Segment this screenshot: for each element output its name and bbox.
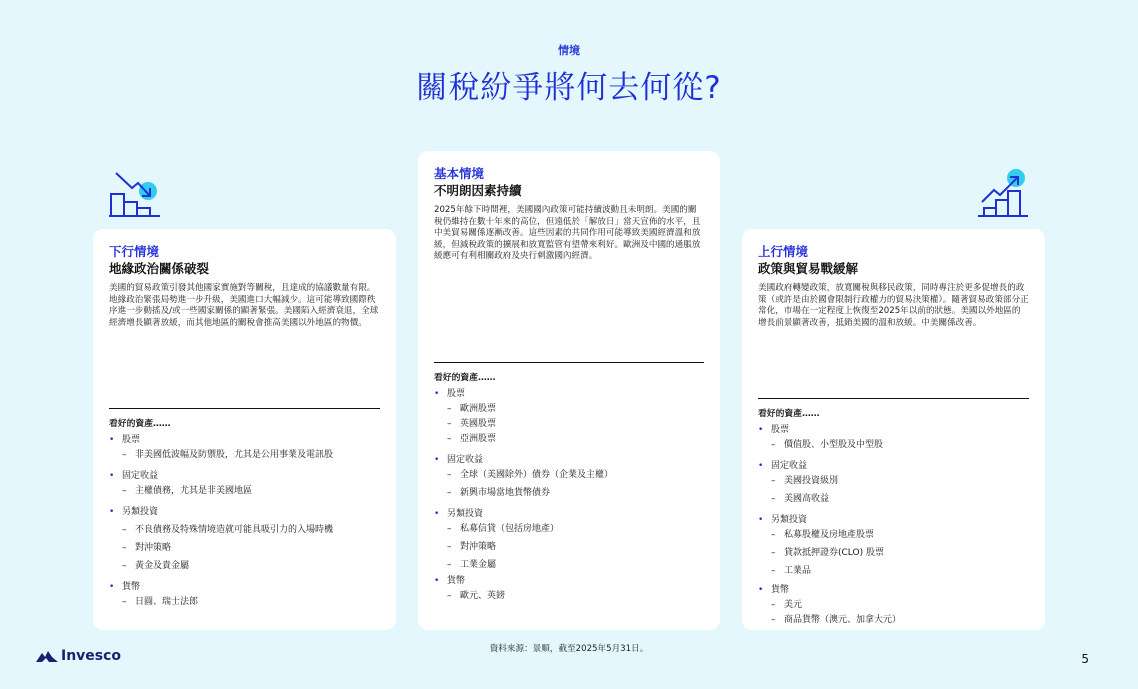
asset-item: – 貸款抵押證券(CLO) 股票 [758,547,1029,559]
asset-item: – 黃金及貴金屬 [109,560,380,572]
assets-title: 看好的資產…… [109,419,171,429]
asset-item: – 對沖策略 [109,542,380,554]
assets-title: 看好的資產…… [434,373,496,383]
scenario-description: 美國政府轉變政策，放寬關稅與移民政策，同時專注於更多促增長的政策（或許是由於國會限制行政權力的貿易決策權）。隨著貿易政策部分正常化，市場在一定程度上恢復至2025年以前的狀態。美國以外地區的增長前景顯著改善，抵銷美國的溫和放緩。中美關係改善。 [758,283,1029,328]
asset-item: – 英國股票 [434,418,704,430]
asset-item: – 工業品 [758,565,1029,577]
rising-bar-chart-icon [976,168,1030,218]
section-kicker: 情境 [558,44,580,57]
asset-category: • 貨幣 [758,584,1029,596]
asset-category: • 另類投資 [758,514,1029,526]
scenario-heading: 政策與貿易戰緩解 [758,261,859,276]
asset-item: – 美元 [758,599,1029,611]
scenario-label: 上行情境 [758,244,809,259]
declining-bar-chart-icon [108,170,162,218]
asset-category: • 另類投資 [434,508,704,520]
asset-item: – 新興市場當地貨幣債券 [434,487,704,499]
asset-item: – 非美國低波幅及防禦股，尤其是公用事業及電訊股 [109,449,380,461]
asset-item: – 日圓、瑞士法郎 [109,596,380,608]
downside-scenario-card [93,229,396,630]
asset-category: • 股票 [758,424,1029,436]
base-scenario-card [418,151,720,630]
asset-item: – 對沖策略 [434,541,704,553]
asset-item: – 全球（美國除外）債券（企業及主權） [434,469,704,481]
asset-item: – 美國高收益 [758,493,1029,505]
asset-item: – 商品貨幣（澳元、加拿大元） [758,614,1029,626]
asset-category: • 貨幣 [434,575,704,587]
upside-scenario-card [742,229,1045,630]
page-number: 5 [1081,652,1089,666]
asset-category: • 股票 [434,388,704,400]
assets-title: 看好的資產…… [758,409,820,419]
asset-item: – 不良債務及特殊情境造就可能具吸引力的入場時機 [109,524,380,536]
logo-wordmark: Invesco [61,648,122,664]
asset-item: – 主權債務，尤其是非美國地區 [109,485,380,497]
asset-item: – 歐元、英鎊 [434,590,704,602]
asset-category: • 固定收益 [758,460,1029,472]
asset-item: – 工業金屬 [434,559,704,571]
scenario-description: 2025年餘下時間裡，美國國內政策可能持續波動且未明朗。美國的關稅仍維持在數十年來的高位，但遠低於「解放日」當天宣佈的水平，且中美貿易關係逐漸改善。這些因素的共同作用可能導致美國經濟溫和放緩，但減稅政策的擴展和放寬監管有望帶來利好。歐洲及中國的通脹放緩應可有利相關政府及央行刺激國內經濟。 [434,205,701,262]
asset-category: • 貨幣 [109,581,380,593]
asset-category: • 另類投資 [109,506,380,518]
asset-category: • 固定收益 [434,454,704,466]
scenario-heading: 地緣政治關係破裂 [109,261,210,276]
scenario-label: 基本情境 [434,166,485,181]
asset-item: – 私募股權及房地產股票 [758,529,1029,541]
favored-assets-list [758,398,1029,626]
asset-item: – 歐洲股票 [434,403,704,415]
asset-item: – 私募信貸（包括房地產） [434,523,704,535]
asset-item: – 美國投資級別 [758,475,1029,487]
asset-item: – 亞洲股票 [434,433,704,445]
asset-category: • 股票 [109,434,380,446]
page-title: 關稅紛爭將何去何從? [416,70,722,106]
source-note: 資料來源：景順，截至2025年5月31日。 [489,644,649,654]
asset-category: • 固定收益 [109,470,380,482]
asset-item: – 價值股、小型股及中型股 [758,439,1029,451]
scenario-label: 下行情境 [109,244,160,259]
scenario-description: 美國的貿易政策引發其他國家實施對等關稅，且達成的協議數量有限。地緣政治緊張局勢進一步升級，美國進口大幅減少。這可能導致國際秩序進一步動搖及/或一些國家關係的顯著緊張。美國陷入經濟衰退，全球經濟增長顯著放緩，而其他地區的關稅會推高美國以外地區的物價。 [109,283,379,328]
favored-assets-list [434,362,704,602]
favored-assets-list [109,408,380,608]
scenario-heading: 不明朗因素持續 [434,183,522,198]
